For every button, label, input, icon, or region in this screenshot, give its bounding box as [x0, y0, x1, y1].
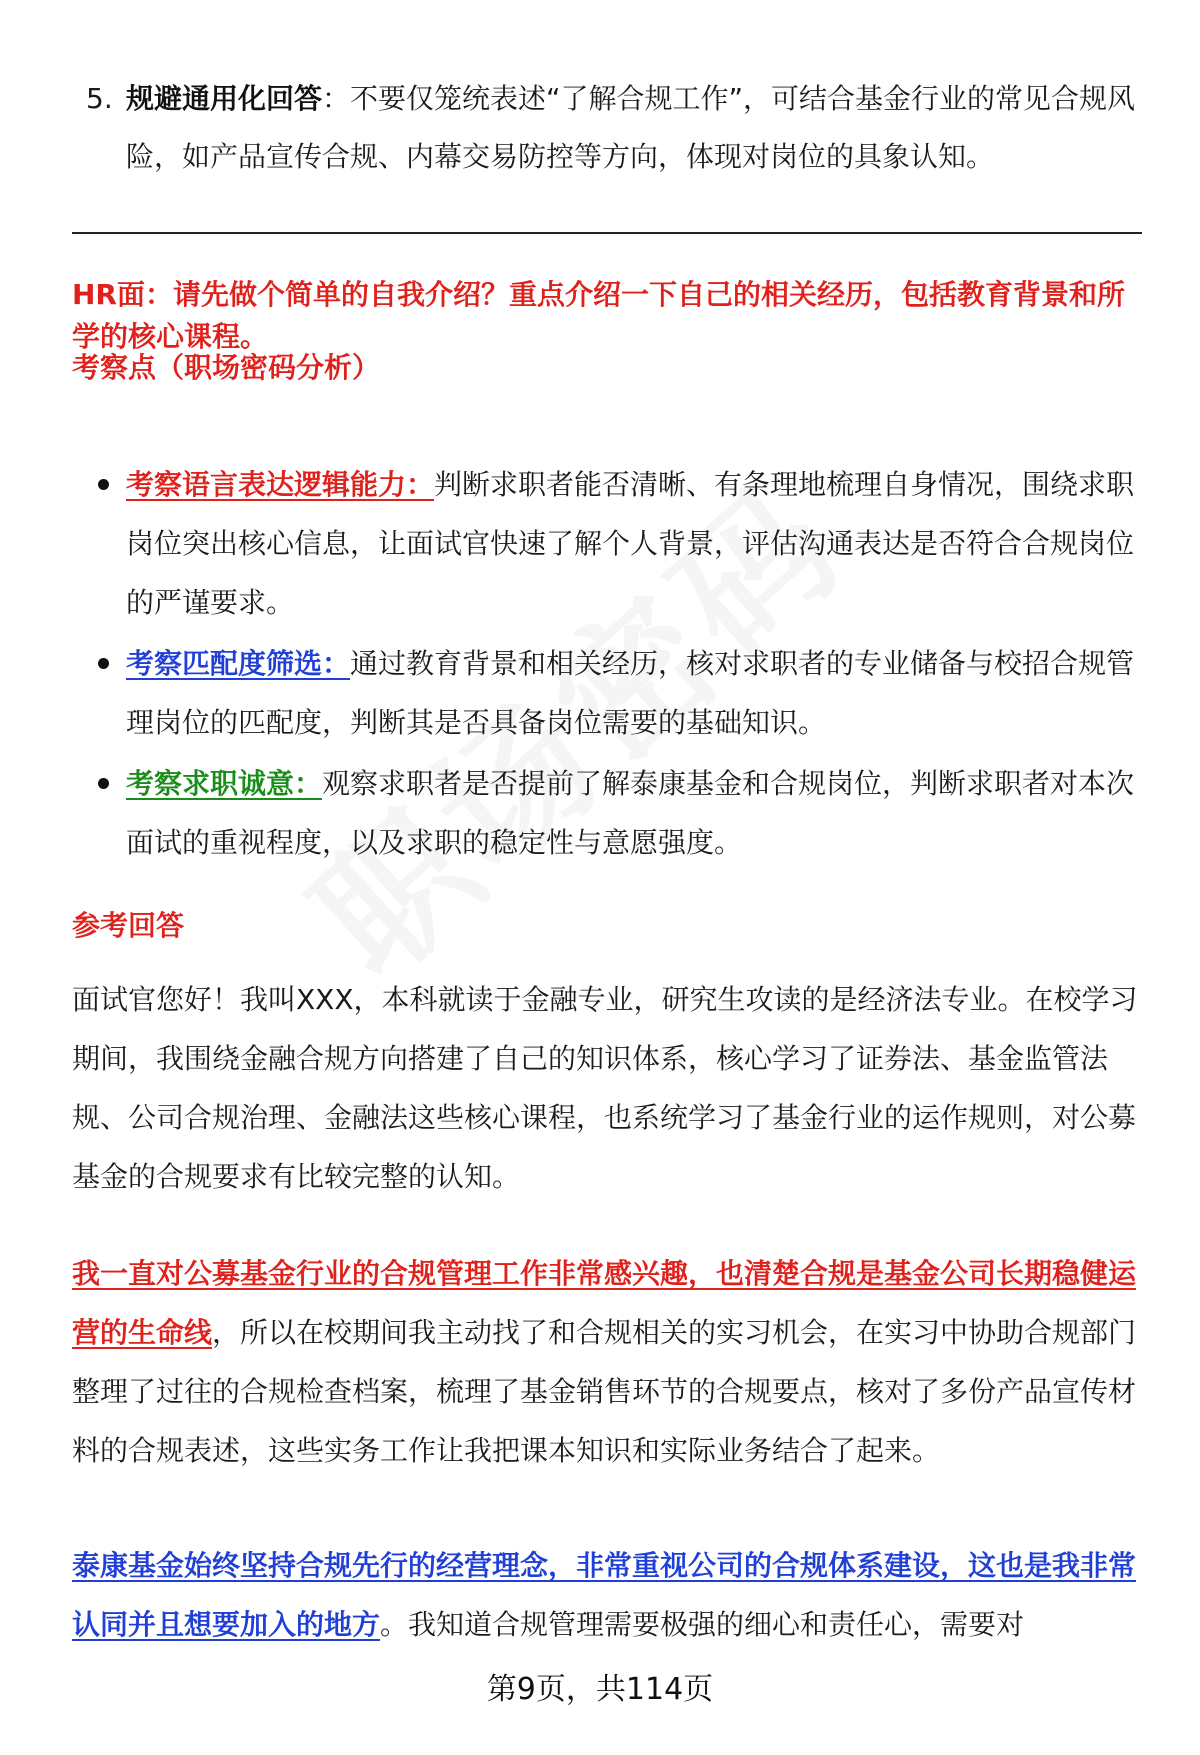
- analysis-bullets: [72, 455, 1142, 872]
- analysis-title: 考察点（职场密码分析）: [72, 351, 381, 384]
- item-body: [126, 70, 1142, 186]
- answer-text: ，所以在校期间我主动找了和合规相关的实习机会，在实习中协助合规部门整理了过往的合规检查档案，梳理了基金销售环节的合规要点，核对了多份产品宣传材料的合规表述，这些实务工作让我把课本知识和实际业务结合了起来。: [72, 1316, 1137, 1467]
- answer-paragraph-1: 面试官您好！我叫XXX，本科就读于金融专业，研究生攻读的是经济法专业。在校学习期间，我围绕金融合规方向搭建了自己的知识体系，核心学习了证券法、基金监管法规、公司合规治理、金融法这些核心课程，也系统学习了基金行业的运作规则，对公募基金的合规要求有比较完整的认知。: [72, 983, 1138, 1193]
- bullet-key: 考察匹配度筛选：: [126, 647, 351, 680]
- item-number: 5.: [86, 82, 113, 115]
- bullet-text: 观察求职者是否提前了解泰康基金和合规岗位，判断求职者对本次面试的重视程度，以及求职的稳定性与意愿强度。: [126, 767, 1135, 859]
- page-footer: 第9页，共114页: [486, 1672, 714, 1707]
- bullet-item: [72, 455, 1142, 632]
- bullet-text: 通过教育背景和相关经历，核对求职者的专业储备与校招合规管理岗位的匹配度，判断其是否具备岗位需要的基础知识。: [126, 647, 1135, 739]
- hr-question: HR面：请先做个简单的自我介绍？重点介绍一下自己的相关经历，包括教育背景和所学的核心课程。: [72, 278, 1125, 353]
- answer-paragraph-2: [72, 1244, 1142, 1480]
- bullet-dot: [98, 658, 109, 669]
- bullet-key: 考察求职诚意：: [126, 767, 323, 800]
- bullet-item: [72, 754, 1142, 872]
- numbered-item-5: [72, 70, 1142, 186]
- bullet-key: 考察语言表达逻辑能力：: [126, 468, 435, 501]
- item-title: 规避通用化回答: [126, 82, 323, 115]
- section-divider: [72, 232, 1142, 234]
- answer-highlight-red: 我一直对公募基金行业的合规管理工作非常感兴趣，也清楚合规是基金公司长期稳健运营的生命线: [72, 1257, 1137, 1349]
- item-text: ：不要仅笼统表述“了解合规工作”，可结合基金行业的常见合规风险，如产品宣传合规、内幕交易防控等方向，体现对岗位的具象认知。: [126, 82, 1136, 173]
- bullet-dot: [98, 778, 109, 789]
- bullet-item: [72, 634, 1142, 752]
- answer-text: 。我知道合规管理需要极强的细心和责任心，需要对: [380, 1608, 1025, 1641]
- bullet-dot: [98, 479, 109, 490]
- bullet-text: 判断求职者能否清晰、有条理地梳理自身情况，围绕求职岗位突出核心信息，让面试官快速了解个人背景，评估沟通表达是否符合合规岗位的严谨要求。: [126, 468, 1135, 619]
- answer-title: 参考回答: [72, 909, 185, 942]
- answer-highlight-blue: 泰康基金始终坚持合规先行的经营理念，非常重视公司的合规体系建设，这也是我非常认同并且想要加入的地方: [72, 1549, 1137, 1641]
- answer-paragraph-3: [72, 1536, 1142, 1654]
